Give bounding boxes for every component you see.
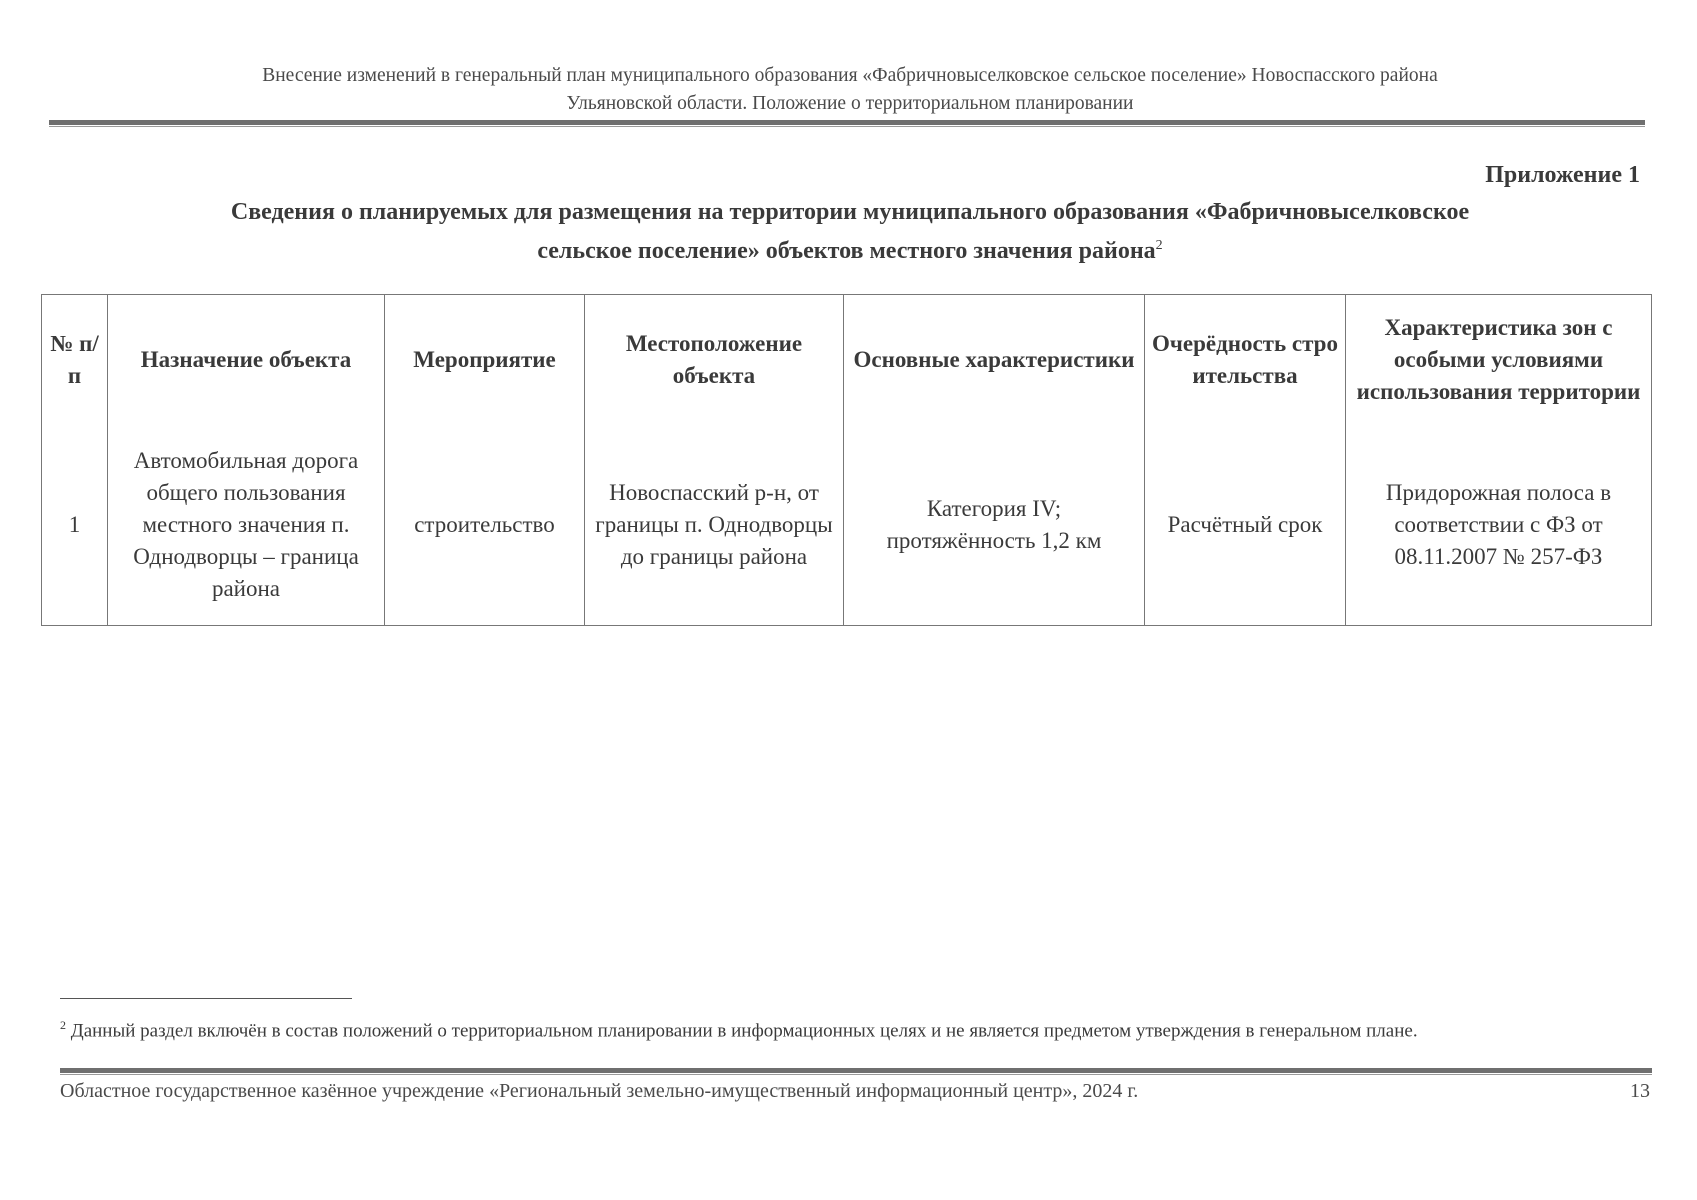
table-row xyxy=(42,425,1652,626)
header-cell-stage: Очерёдность строительства xyxy=(1145,295,1346,426)
cell-number: 1 xyxy=(42,425,108,626)
header-cell-purpose: Назначение объекта xyxy=(108,295,385,426)
appendix-label: Приложение 1 xyxy=(1485,162,1640,188)
header-cell-zones: Характеристика зон с особыми условиями использования территории xyxy=(1346,295,1652,426)
page-number: 13 xyxy=(1630,1080,1650,1102)
header-cell-measure: Мероприятие xyxy=(385,295,585,426)
footnote-text: Данный раздел включён в состав положений о территориальном планировании в информационных целях и не является предметом утверждения в генеральном плане. xyxy=(70,1020,1418,1042)
header-cell-number: № п/п xyxy=(42,295,108,426)
cell-characteristics: Категория IV; протяжённость 1,2 км xyxy=(844,425,1145,626)
table-header-row xyxy=(42,295,1652,426)
header-cell-characteristics: Основные характеристики xyxy=(844,295,1145,426)
cell-measure: строительство xyxy=(385,425,585,626)
cell-location: Новоспасский р-н, от границы п. Однодворцы до границы района xyxy=(585,425,844,626)
objects-table xyxy=(41,294,1652,626)
running-header-line-1: Внесение изменений в генеральный план муниципального образования «Фабричновыселковское сельское поселение» Новоспасского района xyxy=(262,65,1438,86)
cell-purpose: Автомобильная дорога общего пользования местного значения п. Однодворцы – граница района xyxy=(108,425,385,626)
footnote xyxy=(60,1010,1650,1046)
cell-stage: Расчётный срок xyxy=(1145,425,1346,626)
title-footnote-ref: 2 xyxy=(1155,238,1163,253)
document-title-line-2-text: сельское поселение» объектов местного значения района xyxy=(537,238,1156,264)
running-header-line-2: Ульяновской области. Положение о территориальном планировании xyxy=(566,93,1134,114)
header-rule xyxy=(49,120,1645,125)
document-title-line-1: Сведения о планируемых для размещения на территории муниципального образования «Фабричновыселковское xyxy=(230,199,1470,225)
header-cell-location: Местоположение объекта xyxy=(585,295,844,426)
footnote-rule xyxy=(60,998,352,999)
footnote-number: 2 xyxy=(60,1018,66,1032)
running-header xyxy=(60,62,1640,118)
footer-rule xyxy=(60,1068,1652,1073)
footer-organization: Областное государственное казённое учреждение «Региональный земельно-имущественный информационный центр», 2024 г. xyxy=(60,1080,1139,1102)
cell-zones: Придорожная полоса в соответствии с ФЗ от 08.11.2007 № 257-ФЗ xyxy=(1346,425,1652,626)
document-title xyxy=(100,196,1600,268)
document-title-line-2 xyxy=(100,229,1600,268)
